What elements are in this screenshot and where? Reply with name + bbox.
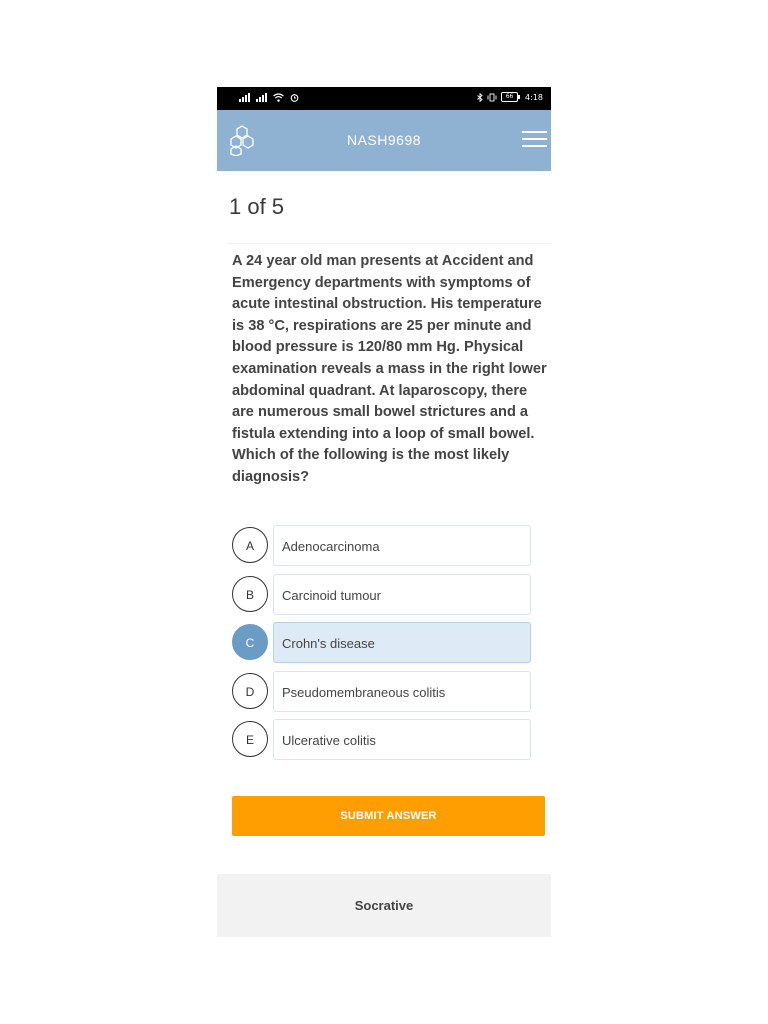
choice-b[interactable] <box>232 574 532 616</box>
status-bar <box>217 87 551 110</box>
submit-answer-button[interactable]: SUBMIT ANSWER <box>232 796 545 836</box>
choice-d[interactable] <box>232 671 532 713</box>
bluetooth-icon <box>477 93 483 102</box>
choice-letter-badge[interactable]: A <box>232 527 268 563</box>
choice-option-box[interactable] <box>273 671 531 712</box>
status-left-icons <box>239 93 299 102</box>
choice-label: Adenocarcinoma <box>282 539 380 554</box>
choice-letter-badge[interactable]: E <box>232 721 268 757</box>
signal-icon <box>256 93 267 102</box>
status-time: 4:18 <box>525 92 543 102</box>
phone-screen <box>217 87 551 937</box>
footer <box>217 874 551 937</box>
choice-c[interactable] <box>232 622 532 664</box>
choice-label: Pseudomembraneous colitis <box>282 685 446 700</box>
battery-icon: 66 <box>501 92 518 102</box>
footer-brand: Socrative <box>354 898 414 913</box>
choice-option-box[interactable] <box>273 719 531 760</box>
choice-a[interactable] <box>232 525 532 567</box>
choice-label: Crohn's disease <box>282 636 375 651</box>
vibrate-icon <box>487 93 497 102</box>
divider <box>227 243 551 244</box>
choice-option-box[interactable] <box>273 574 531 615</box>
room-name: NASH9698 <box>346 132 422 148</box>
choice-e[interactable] <box>232 719 532 761</box>
wifi-icon <box>273 93 284 102</box>
choice-label: Carcinoid tumour <box>282 588 381 603</box>
choice-option-box[interactable] <box>273 622 531 663</box>
choice-label: Ulcerative colitis <box>282 733 376 748</box>
status-right-icons <box>477 92 543 102</box>
choice-letter-badge[interactable]: C <box>232 624 268 660</box>
choice-option-box[interactable] <box>273 525 531 566</box>
app-header <box>217 110 551 171</box>
question-progress: 1 of 5 <box>229 194 285 219</box>
choice-letter-badge[interactable]: B <box>232 576 268 612</box>
alarm-icon <box>290 93 299 102</box>
hamburger-menu-icon[interactable] <box>522 131 547 148</box>
signal-icon <box>239 93 250 102</box>
choice-letter-badge[interactable]: D <box>232 673 268 709</box>
question-text: A 24 year old man presents at Accident and Emergency departments with symptoms of acute intestinal obstruction. His temperature is 38 °C, respirations are 25 per minute and blood pressure is 120/80 mm Hg. Physical examination reveals a mass in the right lower abdominal quadrant. At laparoscopy, there are numerous small bowel strictures and a fistula extending into a loop of small bowel. Which of the following is the most likely diagnosis? <box>232 253 547 485</box>
